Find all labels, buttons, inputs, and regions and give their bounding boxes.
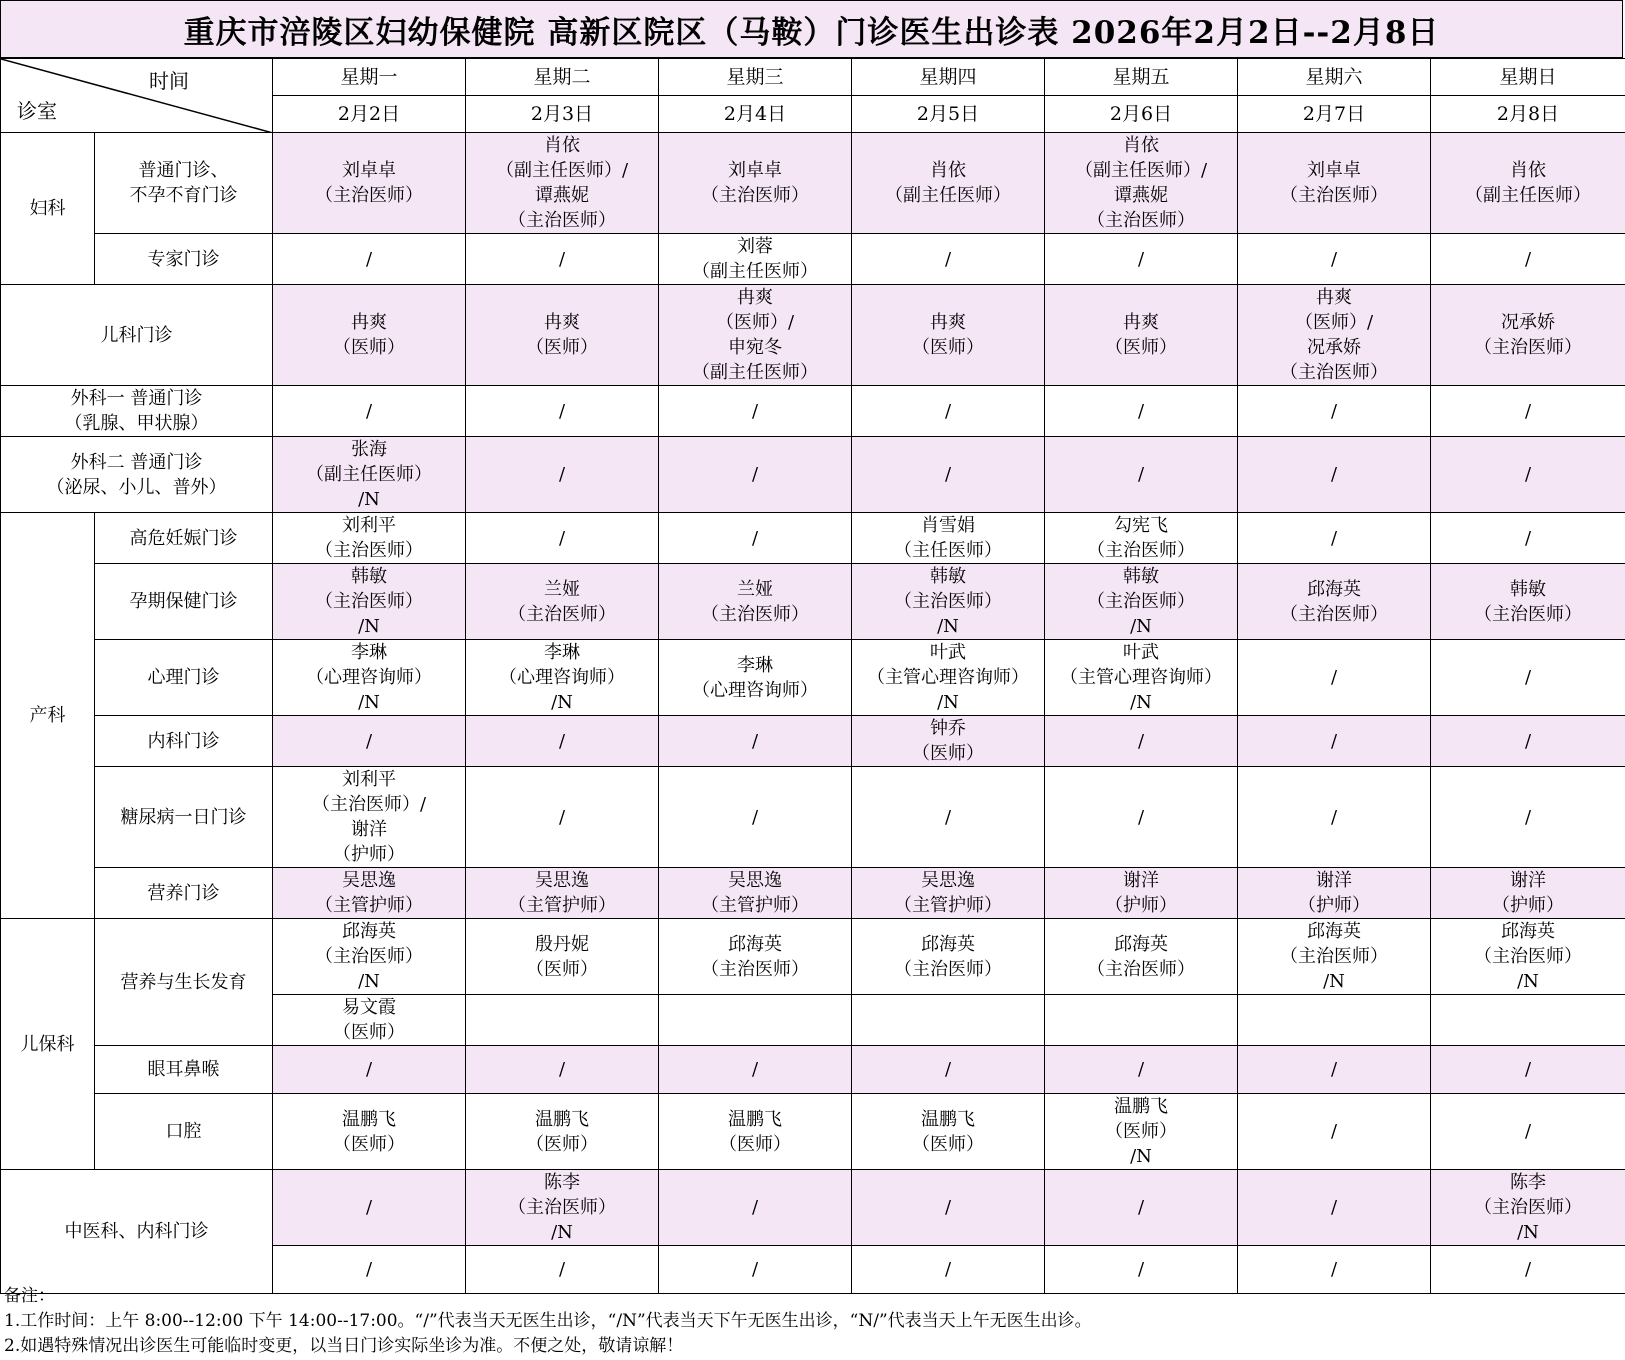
schedule-cell: /	[466, 767, 659, 868]
schedule-table	[0, 58, 1625, 1294]
notes-line-1: 1.工作时间：上午 8:00--12:00 下午 14:00--17:00。“/”代表当天无医生出诊，“/N”代表当天下午无医生出诊，“N/”代表当天上午无医生出诊。	[4, 1311, 1092, 1331]
schedule-cell	[659, 995, 852, 1046]
schedule-cell: 谢洋 （护师）	[1238, 868, 1431, 919]
schedule-cell: 温鹏飞 （医师）	[852, 1094, 1045, 1170]
schedule-cell: 温鹏飞 （医师）	[466, 1094, 659, 1170]
schedule-cell: 温鹏飞 （医师）	[659, 1094, 852, 1170]
weekday-header: 星期六	[1238, 59, 1431, 96]
schedule-cell: /	[1045, 437, 1238, 513]
schedule-cell: 刘利平 （主治医师）/ 谢洋 （护师）	[273, 767, 466, 868]
schedule-cell: /	[1431, 767, 1625, 868]
date-header: 2月8日	[1431, 96, 1625, 133]
schedule-row	[1, 234, 1625, 285]
schedule-cell: /	[852, 437, 1045, 513]
clinic-cell: 外科一 普通门诊 （乳腺、甲状腺）	[1, 386, 273, 437]
schedule-cell: /	[1238, 234, 1431, 285]
schedule-cell: /	[273, 1170, 466, 1246]
schedule-cell: /	[1045, 234, 1238, 285]
schedule-cell: /	[1238, 1094, 1431, 1170]
schedule-cell: 肖依 （副主任医师）/ 谭燕妮 （主治医师）	[1045, 133, 1238, 234]
schedule-cell: /	[852, 386, 1045, 437]
schedule-cell: /	[273, 1246, 466, 1294]
schedule-cell: /	[1431, 640, 1625, 716]
schedule-cell: /	[1238, 1170, 1431, 1246]
schedule-cell: /	[1431, 1094, 1625, 1170]
schedule-cell: 兰娅 （主治医师）	[466, 564, 659, 640]
schedule-cell: 陈李 （主治医师） /N	[1431, 1170, 1625, 1246]
notes-heading: 备注：	[4, 1286, 55, 1306]
schedule-cell: 温鹏飞 （医师） /N	[1045, 1094, 1238, 1170]
schedule-cell: /	[1431, 386, 1625, 437]
clinic-cell: 糖尿病一日门诊	[95, 767, 273, 868]
clinic-cell: 孕期保健门诊	[95, 564, 273, 640]
corner-header	[1, 59, 273, 133]
schedule-cell: 易文霞 （医师）	[273, 995, 466, 1046]
schedule-cell: /	[659, 716, 852, 767]
clinic-cell: 营养门诊	[95, 868, 273, 919]
schedule-cell: 李琳 （心理咨询师）	[659, 640, 852, 716]
schedule-cell: /	[466, 386, 659, 437]
schedule-cell: /	[659, 1046, 852, 1094]
schedule-cell: 肖依 （副主任医师）	[1431, 133, 1625, 234]
schedule-row	[1, 513, 1625, 564]
schedule-cell	[1045, 995, 1238, 1046]
schedule-cell: 邱海英 （主治医师）	[1238, 564, 1431, 640]
schedule-cell: 勾宪飞 （主治医师）	[1045, 513, 1238, 564]
schedule-cell: 吴思逸 （主管护师）	[273, 868, 466, 919]
schedule-cell: 邱海英 （主治医师）	[659, 919, 852, 995]
schedule-cell: /	[1238, 767, 1431, 868]
schedule-cell: 韩敏 （主治医师） /N	[852, 564, 1045, 640]
clinic-cell: 营养与生长发育	[95, 919, 273, 1046]
schedule-cell: /	[1238, 1046, 1431, 1094]
schedule-cell: /	[1431, 1046, 1625, 1094]
schedule-cell: 谢洋 （护师）	[1045, 868, 1238, 919]
schedule-cell: /	[466, 234, 659, 285]
schedule-cell: 叶武 （主管心理咨询师） /N	[1045, 640, 1238, 716]
schedule-cell: /	[466, 716, 659, 767]
schedule-cell: 刘蓉 （副主任医师）	[659, 234, 852, 285]
schedule-cell: /	[1045, 1246, 1238, 1294]
schedule-cell: /	[852, 234, 1045, 285]
schedule-cell: 肖雪娟 （主任医师）	[852, 513, 1045, 564]
schedule-row	[1, 564, 1625, 640]
schedule-cell: /	[466, 1046, 659, 1094]
page-title: 重庆市涪陵区妇幼保健院 高新区院区（马鞍）门诊医生出诊表 2026年2月2日--2月8日	[0, 0, 1623, 58]
schedule-cell: /	[852, 767, 1045, 868]
schedule-cell: 李琳 （心理咨询师） /N	[466, 640, 659, 716]
schedule-row	[1, 1046, 1625, 1094]
schedule-cell: 李琳 （心理咨询师） /N	[273, 640, 466, 716]
schedule-cell: /	[1431, 234, 1625, 285]
schedule-cell: 陈李 （主治医师） /N	[466, 1170, 659, 1246]
schedule-row	[1, 868, 1625, 919]
schedule-cell: 况承娇 （主治医师）	[1431, 285, 1625, 386]
schedule-cell: /	[1238, 386, 1431, 437]
schedule-cell: /	[273, 716, 466, 767]
schedule-cell: /	[1431, 716, 1625, 767]
clinic-cell: 儿科门诊	[1, 285, 273, 386]
clinic-cell: 专家门诊	[95, 234, 273, 285]
schedule-cell	[852, 995, 1045, 1046]
department-cell: 儿保科	[1, 919, 95, 1170]
weekday-header: 星期四	[852, 59, 1045, 96]
date-header: 2月6日	[1045, 96, 1238, 133]
schedule-cell: /	[1045, 386, 1238, 437]
schedule-cell: 温鹏飞 （医师）	[273, 1094, 466, 1170]
schedule-cell: 吴思逸 （主管护师）	[852, 868, 1045, 919]
schedule-cell: /	[466, 437, 659, 513]
schedule-cell: 钟乔 （医师）	[852, 716, 1045, 767]
notes-section	[4, 1284, 1619, 1359]
schedule-cell: /	[852, 1046, 1045, 1094]
schedule-row	[1, 437, 1625, 513]
clinic-cell: 眼耳鼻喉	[95, 1046, 273, 1094]
room-label: 诊室	[17, 99, 57, 123]
schedule-cell: 刘利平 （主治医师）	[273, 513, 466, 564]
schedule-cell: /	[1238, 1246, 1431, 1294]
schedule-cell: /	[1431, 513, 1625, 564]
date-header: 2月7日	[1238, 96, 1431, 133]
weekday-header: 星期二	[466, 59, 659, 96]
schedule-cell: /	[1431, 437, 1625, 513]
date-header: 2月4日	[659, 96, 852, 133]
clinic-cell: 中医科、内科门诊	[1, 1170, 273, 1294]
schedule-cell: 冉爽 （医师）	[1045, 285, 1238, 386]
weekday-header: 星期日	[1431, 59, 1625, 96]
schedule-cell: 冉爽 （医师）	[852, 285, 1045, 386]
clinic-cell: 普通门诊、 不孕不育门诊	[95, 133, 273, 234]
schedule-row	[1, 767, 1625, 868]
schedule-row	[1, 1094, 1625, 1170]
schedule-cell	[1238, 995, 1431, 1046]
schedule-cell: 韩敏 （主治医师） /N	[1045, 564, 1238, 640]
schedule-cell: 邱海英 （主治医师） /N	[1238, 919, 1431, 995]
schedule-cell: 邱海英 （主治医师） /N	[1431, 919, 1625, 995]
schedule-cell: /	[1045, 716, 1238, 767]
schedule-cell	[1431, 995, 1625, 1046]
schedule-cell: /	[659, 437, 852, 513]
notes-line-2: 2.如遇特殊情况出诊医生可能临时变更，以当日门诊实际坐诊为准。不便之处，敬请谅解！	[4, 1336, 684, 1356]
schedule-cell: 叶武 （主管心理咨询师） /N	[852, 640, 1045, 716]
date-header: 2月3日	[466, 96, 659, 133]
date-header: 2月5日	[852, 96, 1045, 133]
schedule-cell: 兰娅 （主治医师）	[659, 564, 852, 640]
date-header: 2月2日	[273, 96, 466, 133]
schedule-cell: /	[659, 1170, 852, 1246]
clinic-cell: 高危妊娠门诊	[95, 513, 273, 564]
schedule-cell: 张海 （副主任医师） /N	[273, 437, 466, 513]
schedule-cell: 殷丹妮 （医师）	[466, 919, 659, 995]
schedule-cell: /	[852, 1246, 1045, 1294]
schedule-cell: /	[659, 513, 852, 564]
department-cell: 妇科	[1, 133, 95, 285]
schedule-cell: 邱海英 （主治医师）	[852, 919, 1045, 995]
schedule-row	[1, 386, 1625, 437]
schedule-row	[1, 919, 1625, 995]
schedule-cell: /	[1045, 767, 1238, 868]
time-label: 时间	[149, 69, 189, 93]
schedule-cell: /	[466, 1246, 659, 1294]
schedule-cell: 冉爽 （医师）/ 申宛冬 （副主任医师）	[659, 285, 852, 386]
weekday-header: 星期三	[659, 59, 852, 96]
clinic-cell: 口腔	[95, 1094, 273, 1170]
schedule-cell: 吴思逸 （主管护师）	[659, 868, 852, 919]
clinic-cell: 心理门诊	[95, 640, 273, 716]
schedule-cell	[466, 995, 659, 1046]
schedule-cell: /	[1431, 1246, 1625, 1294]
schedule-cell: 肖依 （副主任医师）/ 谭燕妮 （主治医师）	[466, 133, 659, 234]
department-cell: 产科	[1, 513, 95, 919]
schedule-cell: 邱海英 （主治医师） /N	[273, 919, 466, 995]
weekday-header: 星期五	[1045, 59, 1238, 96]
schedule-cell: /	[1238, 716, 1431, 767]
clinic-cell: 内科门诊	[95, 716, 273, 767]
schedule-row	[1, 285, 1625, 386]
schedule-cell: 谢洋 （护师）	[1431, 868, 1625, 919]
schedule-cell: 刘卓卓 （主治医师）	[659, 133, 852, 234]
schedule-cell: 刘卓卓 （主治医师）	[1238, 133, 1431, 234]
schedule-cell: 冉爽 （医师）/ 况承娇 （主治医师）	[1238, 285, 1431, 386]
schedule-cell: /	[659, 767, 852, 868]
schedule-cell: /	[1238, 513, 1431, 564]
schedule-row	[1, 640, 1625, 716]
schedule-cell: 冉爽 （医师）	[466, 285, 659, 386]
schedule-cell: 刘卓卓 （主治医师）	[273, 133, 466, 234]
schedule-cell: /	[659, 386, 852, 437]
schedule-cell: /	[273, 386, 466, 437]
schedule-cell: 吴思逸 （主管护师）	[466, 868, 659, 919]
schedule-cell: 肖依 （副主任医师）	[852, 133, 1045, 234]
schedule-cell: /	[1045, 1170, 1238, 1246]
schedule-cell: 韩敏 （主治医师）	[1431, 564, 1625, 640]
schedule-row	[1, 1170, 1625, 1246]
schedule-cell: /	[1238, 437, 1431, 513]
schedule-cell: /	[852, 1170, 1045, 1246]
schedule-cell: 冉爽 （医师）	[273, 285, 466, 386]
schedule-row	[1, 716, 1625, 767]
schedule-cell: 邱海英 （主治医师）	[1045, 919, 1238, 995]
weekday-header: 星期一	[273, 59, 466, 96]
schedule-cell: /	[273, 234, 466, 285]
clinic-cell: 外科二 普通门诊 （泌尿、小儿、普外）	[1, 437, 273, 513]
schedule-cell: /	[466, 513, 659, 564]
schedule-cell: 韩敏 （主治医师） /N	[273, 564, 466, 640]
schedule-cell: /	[1238, 640, 1431, 716]
schedule-row	[1, 133, 1625, 234]
schedule-cell: /	[659, 1246, 852, 1294]
schedule-cell: /	[273, 1046, 466, 1094]
schedule-cell: /	[1045, 1046, 1238, 1094]
